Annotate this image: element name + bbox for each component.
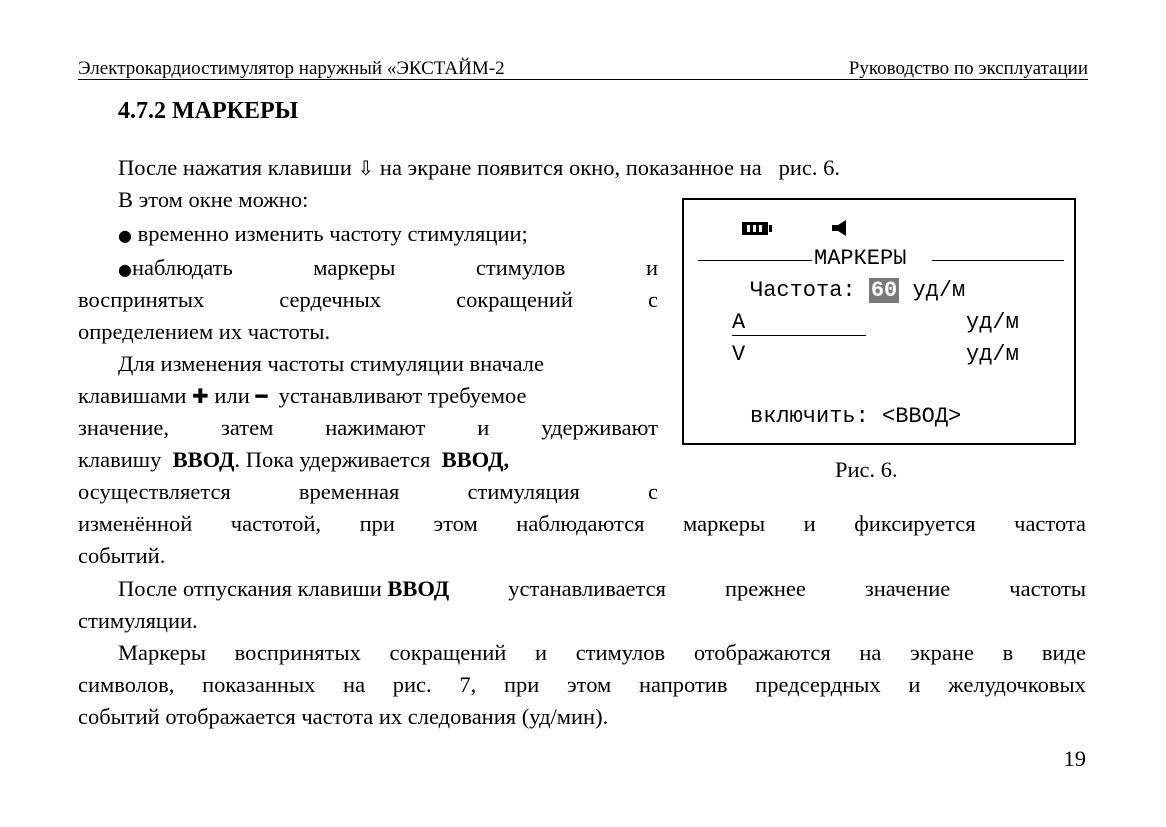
text-line: определением их частоты.	[78, 319, 331, 344]
speaker-icon	[830, 218, 852, 238]
page-header	[78, 58, 1088, 80]
text-line: клавишами ✚ или ━ устанавливают требуемое	[78, 383, 527, 408]
arrow-down-outline-icon: ⇩	[357, 156, 375, 180]
text-line: клавишу ВВОД. Пока удерживается ВВОД,	[78, 447, 510, 472]
atrial-marker-line	[732, 335, 866, 336]
ventricular-row-label: V	[732, 342, 746, 367]
section-title: 4.7.2 МАРКЕРЫ	[118, 98, 299, 124]
atrial-rate-unit: уд/м	[966, 310, 1019, 335]
text-line: осуществляется временная стимуляция с	[78, 479, 658, 504]
enable-prompt: включить: <ВВОД>	[750, 404, 962, 429]
divider	[932, 260, 1064, 261]
frequency-row: Частота: 60 уд/м	[750, 278, 966, 303]
text-line: значение, затем нажимают и удерживают	[78, 415, 658, 440]
text-line: воспринятых сердечных сокращений с	[78, 287, 658, 312]
text-line: событий отображается частота их следования (уд/мин).	[78, 704, 609, 729]
plus-key-icon: ✚	[192, 384, 209, 408]
figure-ref: рис. 6.	[778, 155, 840, 180]
text-line: Для изменения частоты стимуляции вначале	[118, 351, 544, 376]
text-line: стимуляции.	[78, 608, 198, 633]
ventricular-rate-unit: уд/м	[966, 342, 1019, 367]
divider	[698, 260, 812, 261]
text-line: Маркеры воспринятых сокращений и стимулов отображаются на экране в виде	[118, 640, 1086, 665]
frequency-value: 60	[870, 278, 898, 303]
page-number: 19	[1063, 746, 1086, 771]
bullet-icon: ●	[118, 260, 132, 279]
header-left: Электрокардиостимулятор наружный «ЭКСТАЙМ-2	[78, 58, 505, 79]
text-line: После отпускания клавиши ВВОД устанавливается прежнее значение частоты	[118, 576, 1086, 601]
bullet-item-2: ●наблюдать маркеры стимулов и	[118, 255, 658, 280]
atrial-row-label: A	[732, 310, 746, 335]
screen-heading: МАРКЕРЫ	[814, 246, 907, 271]
can-line: В этом окне можно:	[118, 187, 309, 212]
device-screen-figure	[682, 198, 1076, 445]
bullet-item-1: ● временно изменить частоту стимуляции;	[118, 221, 528, 246]
paragraph-1: После нажатия клавиши ⇩ на экране появится окно, показанное на рис. 6.	[118, 155, 840, 180]
minus-key-icon: ━	[255, 384, 268, 408]
text-line: событий.	[78, 543, 166, 568]
figure-caption: Рис. 6.	[835, 457, 898, 482]
battery-icon	[742, 222, 768, 235]
header-right: Руководство по эксплуатации	[848, 58, 1088, 79]
bullet-icon: ●	[118, 226, 132, 245]
text-line: изменённой частотой, при этом наблюдаются маркеры и фиксируется частота	[78, 511, 1086, 536]
text-line: символов, показанных на рис. 7, при этом напротив предсердных и желудочковых	[78, 672, 1086, 697]
